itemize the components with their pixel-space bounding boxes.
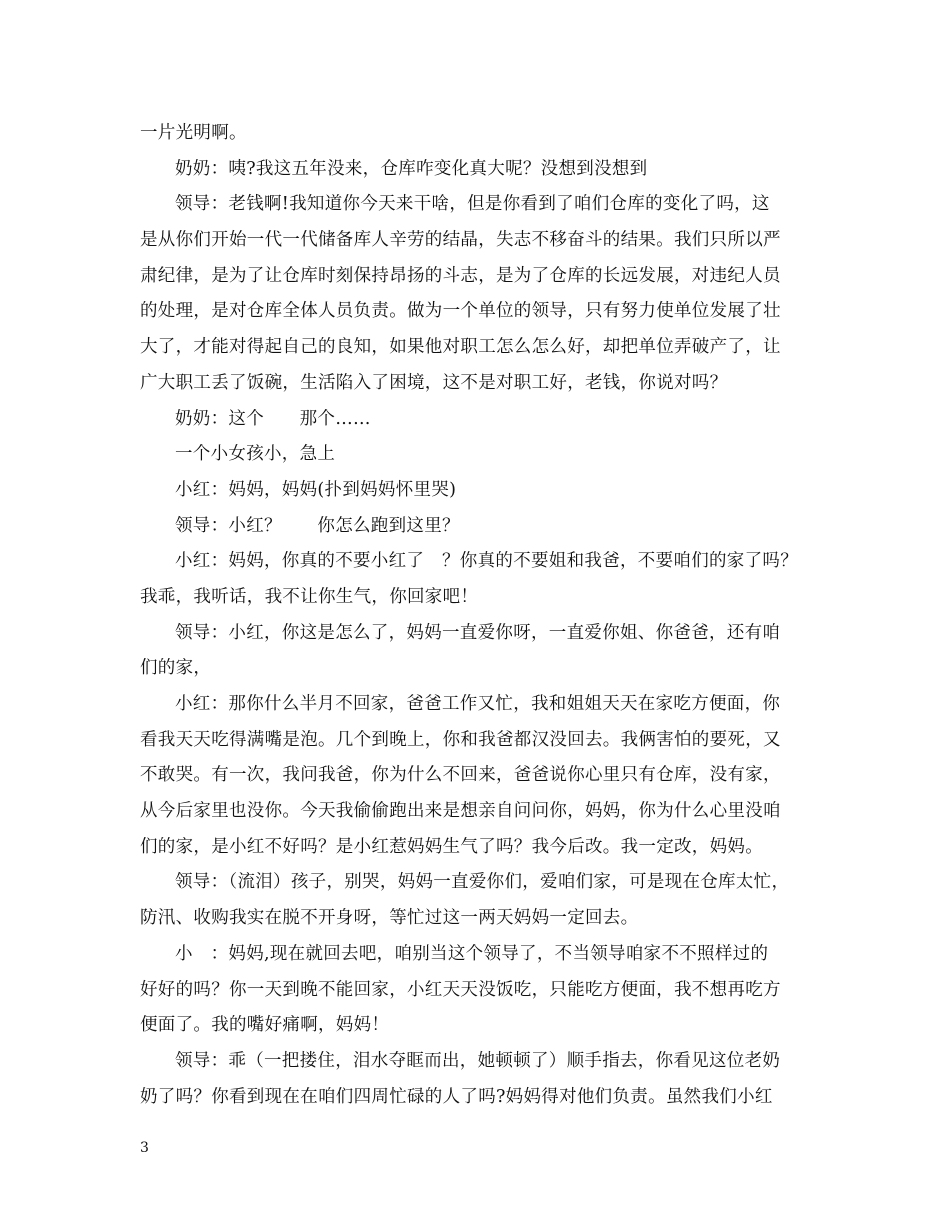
text-line: 们的家，是小红不好吗？是小红惹妈妈生气了吗？我今后改。我一定改，妈妈。 (140, 836, 763, 857)
text-line: 便面了。我的嘴好痛啊，妈妈！ (140, 1015, 390, 1036)
text-line: 一片光明啊。 (140, 123, 247, 143)
body-text (140, 116, 810, 1115)
text-line: 领导：小红，你这是怎么了，妈妈一直爱你呀，一直爱你姐、你爸爸，还有咱 (175, 622, 781, 643)
text-line: 小红：妈妈，妈妈(扑到妈妈怀里哭) (175, 479, 457, 500)
text-line: 好好的吗？你一天到晚不能回家，小红天天没饭吃，只能吃方便面，我不想再吃方 (140, 979, 781, 1000)
text-line: 大了，才能对得起自己的良知，如果他对职工怎么怎么好，却把单位弄破产了，让 (140, 337, 781, 358)
text-line: 领导：乖（一把搂住，泪水夺眶而出，她顿顿了）顺手指去，你看见这位老奶 (175, 1050, 781, 1071)
text-line: 广大职工丢了饭碗，生活陷入了困境，这不是对职工好，老钱，你说对吗？ (140, 372, 728, 393)
text-line: 小 ：妈妈,现在就回去吧，咱别当这个领导了，不当领导咱家不不照样过的 (175, 943, 769, 964)
text-line: 们的家， (140, 658, 212, 679)
text-line: 领导：小红？ 你怎么跑到这里？ (175, 515, 460, 536)
text-line: 肃纪律，是为了让仓库时刻保持昂扬的斗志，是为了仓库的长远发展，对违纪人员 (140, 265, 781, 286)
text-line: 不敢哭。有一次，我问我爸，你为什么不回来，爸爸说你心里只有仓库，没有家， (140, 765, 781, 786)
text-line: 一个小女孩小，急上 (175, 444, 336, 465)
text-line: 我乖，我听话，我不让你生气，你回家吧！ (140, 586, 479, 607)
text-line: 看我天天吃得满嘴是泡。几个到晚上，你和我爸都汉没回去。我俩害怕的要死，又 (140, 729, 781, 750)
text-line: 小红：那你什么半月不回家，爸爸工作又忙，我和姐姐天天在家吃方便面，你 (175, 694, 781, 714)
text-line: 的处理，是对仓库全体人员负责。做为一个单位的领导，只有努力使单位发展了壮 (140, 301, 781, 322)
text-line: 奶奶：这个 那个…… (175, 408, 371, 429)
text-line: 防汛、收购我实在脱不开身呀，等忙过这一两天妈妈一定回去。 (140, 908, 639, 929)
text-line: 领导：（流泪）孩子，别哭，妈妈一直爱你们，爱咱们家，可是现在仓库太忙， (175, 872, 790, 893)
text-line: 从今后家里也没你。今天我偷偷跑出来是想亲自问问你，妈妈，你为什么心里没咱 (140, 801, 781, 822)
text-line: 小红：妈妈，你真的不要小红了 ？你真的不要姐和我爸，不要咱们的家了吗？ (175, 551, 798, 572)
text-line: 奶了吗？你看到现在在咱们四周忙碌的人了吗?妈妈得对他们负责。虽然我们小红 (140, 1086, 773, 1107)
page-number: 3 (140, 1140, 149, 1156)
text-line: 奶奶：咦?我这五年没来，仓库咋变化真大呢？没想到没想到 (175, 158, 648, 179)
text-line: 领导：老钱啊!我知道你今天来干啥，但是你看到了咱们仓库的变化了吗，这 (175, 194, 770, 215)
text-line: 是从你们开始一代一代储备库人辛劳的结晶，失志不移奋斗的结果。我们只所以严 (140, 230, 781, 251)
